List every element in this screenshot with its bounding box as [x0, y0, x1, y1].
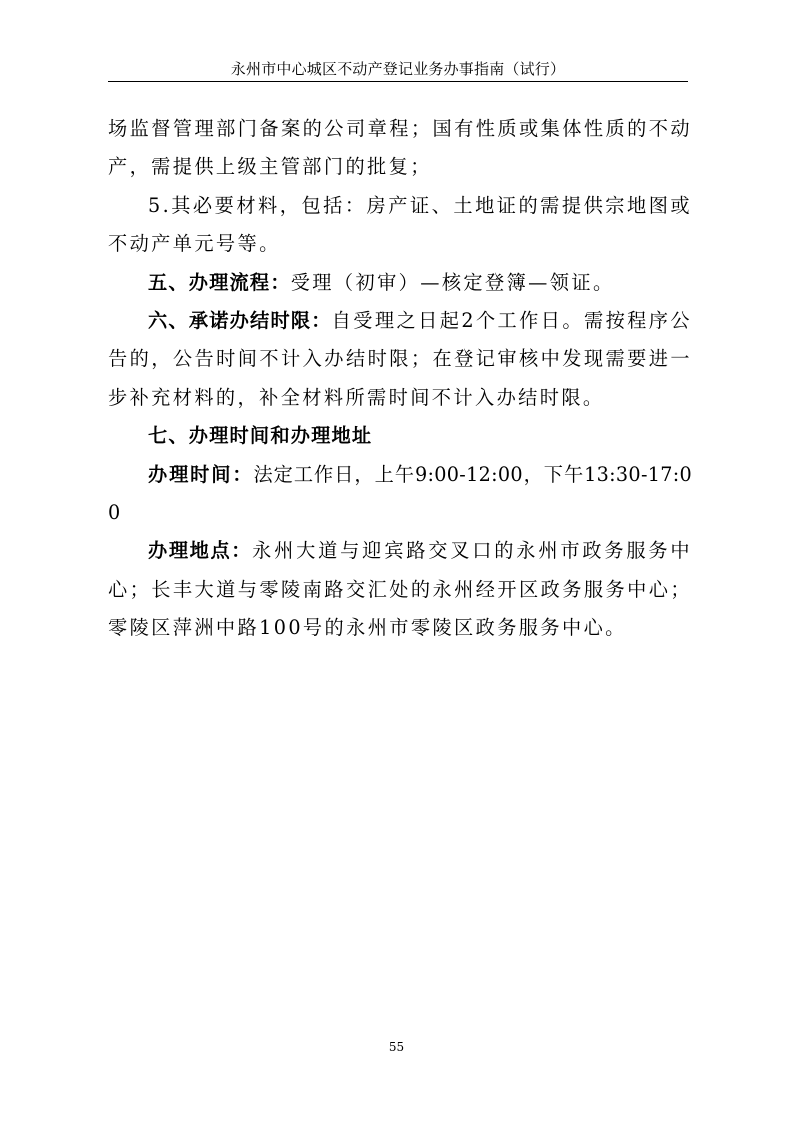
paragraph-text: 5.其必要材料，包括：房产证、土地证的需提供宗地图或不动产单元号等。 — [108, 193, 692, 256]
document-body — [108, 110, 692, 648]
office-address-label: 办理地点： — [148, 539, 253, 563]
office-hours-text: 法定工作日，上午9:00-12:00，下午13:30-17:00 — [108, 462, 693, 525]
section-process — [108, 264, 692, 302]
paragraph-text: 场监督管理部门备案的公司章程；国有性质或集体性质的不动产，需提供上级主管部门的批复； — [108, 117, 692, 179]
section-heading: 七、办理时间和办理地址 — [148, 424, 373, 448]
section-label: 六、承诺办结时限： — [148, 309, 332, 333]
page-header — [108, 59, 688, 82]
page-number: 55 — [388, 1040, 405, 1054]
section-time-limit — [108, 302, 692, 417]
paragraph-other-materials — [108, 187, 692, 264]
office-hours — [108, 456, 692, 533]
office-hours-label: 办理时间： — [148, 462, 254, 486]
paragraph-company-charter — [108, 110, 692, 187]
section-text: 受理（初审）—核定登簿—领证。 — [290, 270, 615, 294]
office-address-text: 永州大道与迎宾路交叉口的永州市政务服务中心；长丰大道与零陵南路交汇处的永州经开区政务服务中心；零陵区萍洲中路100号的永州市零陵区政务服务中心。 — [108, 539, 693, 640]
section-label: 五、办理流程： — [148, 270, 291, 294]
office-address — [108, 532, 692, 647]
section-heading-hours-address — [108, 417, 692, 455]
header-title: 永州市中心城区不动产登记业务办事指南（试行） — [230, 60, 566, 78]
section-text: 自受理之日起2个工作日。需按程序公告的，公告时间不计入办结时限；在登记审核中发现需要进一步补充材料的，补全材料所需时间不计入办结时限。 — [108, 309, 692, 409]
